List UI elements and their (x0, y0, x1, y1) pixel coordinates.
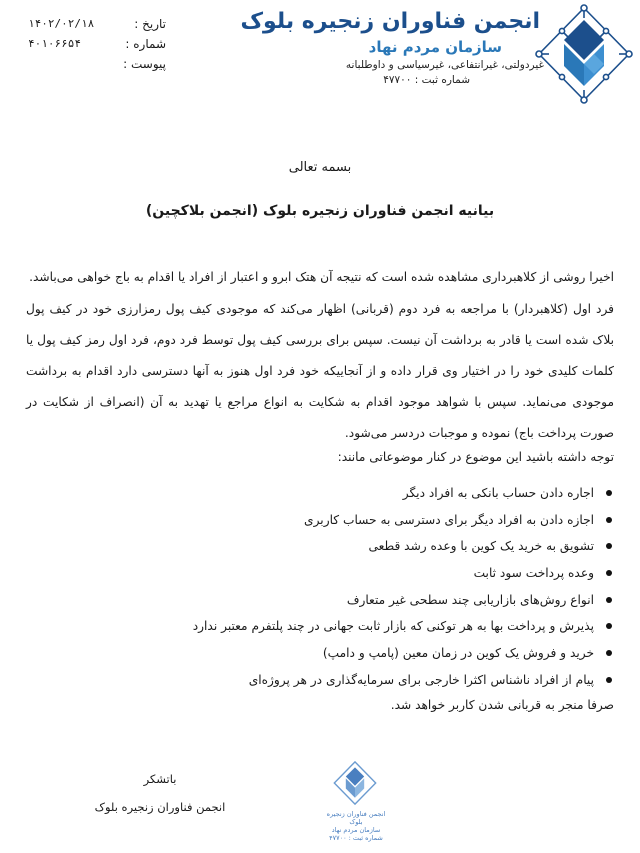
attachment-value (26, 54, 111, 74)
bullet-icon (606, 597, 612, 603)
organization-subtitle: سازمان مردم نهاد (368, 38, 502, 56)
letter-meta (26, 14, 166, 74)
list-item: خرید و فروش یک کوین در زمان معین (پامپ و دامپ) (54, 640, 614, 667)
list-intro: توجه داشته باشید این موضوع در کنار موضوعاتی مانند: (337, 450, 614, 464)
organization-description: غیردولتی، غیرانتفاعی، غیرسیاسی و داوطلبانه (345, 59, 544, 71)
bullet-icon (606, 490, 612, 496)
list-item: پذیرش و پرداخت بها به هر توکنی که بازار ثابت جهانی در چند پلتفرم معتبر ندارد (54, 613, 614, 640)
list-item: پیام از افراد ناشناس اکثرا خارجی برای سرمایه‌گذاری در هر پروژه‌ای (54, 667, 614, 694)
blockchain-association-logo (534, 4, 634, 104)
bullet-icon (606, 677, 612, 683)
number-value: ۴۰۱۰۶۶۵۴ (28, 37, 81, 50)
bullet-icon (606, 543, 612, 549)
number-label: شماره : (125, 37, 166, 51)
paragraph-1: اخیرا روشی از کلاهبرداری مشاهده شده است که نتیجه آن هتک ابرو و اعتبار از افراد یا اقدام به باج خواهی می‌باشد. (29, 270, 614, 284)
date-label: تاریخ : (134, 17, 166, 31)
statement-title: بیانیه انجمن فناوران زنجیره بلوک (انجمن بلاکچین) (145, 203, 495, 219)
signature-org: انجمن فناوران زنجیره بلوک (94, 800, 226, 814)
thanks-line: باتشکر (143, 772, 177, 786)
stamp-logo-icon (332, 760, 378, 806)
number-row (26, 34, 166, 54)
registration-number: شماره ثبت : ۴۷۷۰۰ (383, 74, 470, 86)
basmala: بسمه تعالی (288, 160, 352, 175)
signature-block (70, 765, 250, 821)
risk-list (54, 480, 614, 694)
organization-title: انجمن فناوران زنجیره بلوک (240, 9, 540, 34)
date-value: ۱۴۰۲/۰۲/۱۸ (28, 17, 95, 30)
bullet-icon (606, 517, 612, 523)
bullet-icon (606, 570, 612, 576)
list-item: انواع روش‌های بازاریابی چند سطحی غیر متعارف (54, 587, 614, 614)
date-row (26, 14, 166, 34)
list-item: اجازه دادن به افراد دیگر برای دسترسی به حساب کاربری (54, 507, 614, 534)
attachment-label: پیوست : (123, 57, 166, 71)
attachment-row (26, 54, 166, 74)
bullet-icon (606, 650, 612, 656)
bullet-icon (606, 623, 612, 629)
organization-header (240, 8, 544, 88)
stamp-text: انجمن فناوران زنجیره بلوک سازمان مردم نهاد شماره ثبت : ۴۷۷۰۰ (326, 810, 386, 842)
stamp (322, 760, 390, 848)
conclusion: صرفا منجر به قربانی شدن کاربر خواهد شد. (390, 698, 614, 712)
list-item: تشویق به خرید یک کوین با وعده رشد قطعی (54, 533, 614, 560)
list-item: اجاره دادن حساب بانکی به افراد دیگر (54, 480, 614, 507)
paragraph-2: فرد اول (کلاهبردار) با مراجعه به فرد دوم (قربانی) اظهار می‌کند که موجودی کیف پول رمزارزی خود در کیف پول بلاک شده است یا قادر به برداشت آن نیست. سپس برای بررسی کیف پول توسط فرد دوم، فرد اول رمز کیف پول یا کلمات کلیدی خود را در اختیار وی قرار داده و از آنجاییکه خود فرد اول هنوز به آنها دسترسی دارد اقدام به برداشت موجودی می‌نماید. سپس با شواهد موجود اقدام به شکایت به انواع مراجع یا تهدید به آن (انصراف از شکایت در صورت پرداخت باج) نموده و موجبات دردسر می‌شود. (26, 302, 614, 440)
list-item: وعده پرداخت سود ثابت (54, 560, 614, 587)
